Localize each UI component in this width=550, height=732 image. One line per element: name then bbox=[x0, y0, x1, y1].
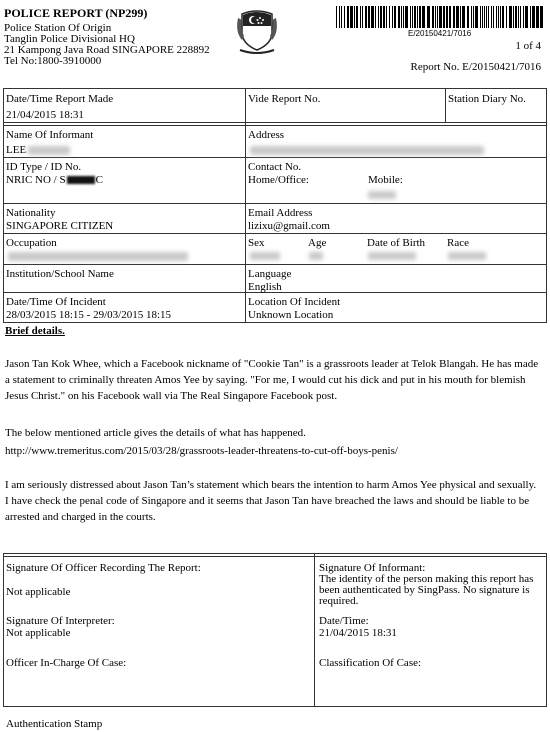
incident-time-label: Date/Time Of Incident bbox=[6, 296, 106, 308]
datetime-report-value: 21/04/2015 18:31 bbox=[6, 109, 84, 121]
redacted-sex bbox=[250, 252, 280, 260]
language-value: English bbox=[248, 281, 282, 293]
home-office-label: Home/Office: bbox=[248, 174, 309, 186]
barcode-text: E/20150421/7016 bbox=[408, 29, 472, 38]
redacted-address bbox=[250, 146, 484, 155]
informant-value: LEE bbox=[6, 144, 27, 156]
date-time-value: 21/04/2015 18:31 bbox=[319, 627, 397, 639]
classification-label: Classification Of Case: bbox=[319, 657, 422, 669]
email-label: Email Address bbox=[248, 207, 313, 219]
id-type-label: ID Type / ID No. bbox=[6, 161, 82, 173]
occupation-label: Occupation bbox=[6, 237, 57, 249]
redacted-mobile bbox=[368, 191, 396, 199]
id-value: NRIC NO / S C bbox=[6, 174, 103, 186]
redacted-race bbox=[448, 252, 486, 260]
brief-heading: Brief details. bbox=[5, 325, 65, 337]
informant-signature-value: The identity of the person making this report has been authenticated by SingPass. No signature is required. bbox=[319, 573, 534, 607]
report-title: POLICE REPORT (NP299) bbox=[4, 6, 148, 20]
contact-label: Contact No. bbox=[248, 161, 302, 173]
race-label: Race bbox=[447, 237, 469, 249]
address-label: Address bbox=[248, 129, 285, 141]
station-label: Police Station Of Origin bbox=[4, 22, 112, 34]
page-count: 1 of 4 bbox=[515, 40, 541, 52]
station-name: Tanglin Police Divisional HQ bbox=[4, 33, 135, 45]
sex-label: Sex bbox=[248, 237, 265, 249]
brief-article-link: http://www.tremeritus.com/2015/03/28/grassroots-leader-threatens-to-cut-off-boys-penis/ bbox=[5, 445, 398, 457]
email-value: lizixu@gmail.com bbox=[248, 220, 330, 232]
vide-report-label: Vide Report No. bbox=[248, 93, 321, 105]
informant-signature-label: Signature Of Informant: bbox=[319, 562, 426, 574]
report-number: Report No. E/20150421/7016 bbox=[410, 61, 541, 73]
dob-label: Date of Birth bbox=[367, 237, 426, 249]
informant-label: Name Of Informant bbox=[6, 129, 94, 141]
age-label: Age bbox=[308, 237, 327, 249]
brief-paragraph-1: Jason Tan Kok Whee, which a Facebook nickname of "Cookie Tan" is a grassroots leader at Telok Blangah. He has made a statement to criminally threaten Amos Yee by saying. "For me, I would cut his dick and put in his mouth for blemish Jesus Christ." on his Facebook wall via The Real Singapore Facebook post. bbox=[5, 358, 539, 402]
nationality-label: Nationality bbox=[6, 207, 56, 219]
brief-paragraph-4: I am seriously distressed about Jason Tan’s statement which bears the intention to harm Amos Yee physical and sexually. I have check the penal code of Singapore and it seems that Jason Tan have breached the laws and should be liable to be arrested and charged in the courts. bbox=[5, 479, 537, 523]
redacted-name bbox=[28, 146, 70, 155]
institution-label: Institution/School Name bbox=[6, 268, 114, 280]
datetime-report-label: Date/Time Report Made bbox=[6, 93, 114, 105]
brief-paragraph-2: The below mentioned article gives the details of what has happened. bbox=[5, 427, 306, 439]
barcode bbox=[336, 6, 546, 28]
officer-in-charge-label: Officer In-Charge Of Case: bbox=[6, 657, 127, 669]
incident-location-value: Unknown Location bbox=[248, 309, 334, 321]
redacted-age bbox=[309, 252, 323, 260]
authentication-stamp-label: Authentication Stamp bbox=[6, 718, 103, 730]
incident-time-value: 28/03/2015 18:15 - 29/03/2015 18:15 bbox=[6, 309, 171, 321]
officer-signature-label: Signature Of Officer Recording The Report: bbox=[6, 562, 201, 574]
interpreter-signature-value: Not applicable bbox=[6, 627, 71, 639]
officer-signature-value: Not applicable bbox=[6, 586, 71, 598]
language-label: Language bbox=[248, 268, 292, 280]
interpreter-signature-label: Signature Of Interpreter: bbox=[6, 615, 115, 627]
mobile-label: Mobile: bbox=[368, 174, 403, 186]
date-time-label: Date/Time: bbox=[319, 615, 369, 627]
nationality-value: SINGAPORE CITIZEN bbox=[6, 220, 114, 232]
incident-location-label: Location Of Incident bbox=[248, 296, 341, 308]
redacted-occupation bbox=[8, 252, 188, 261]
station-address: 21 Kampong Java Road SINGAPORE 228892 bbox=[4, 44, 210, 56]
singapore-crest-logo bbox=[234, 6, 280, 56]
station-diary-label: Station Diary No. bbox=[448, 93, 526, 105]
redacted-dob bbox=[368, 252, 416, 260]
station-tel: Tel No:1800-3910000 bbox=[4, 55, 102, 67]
